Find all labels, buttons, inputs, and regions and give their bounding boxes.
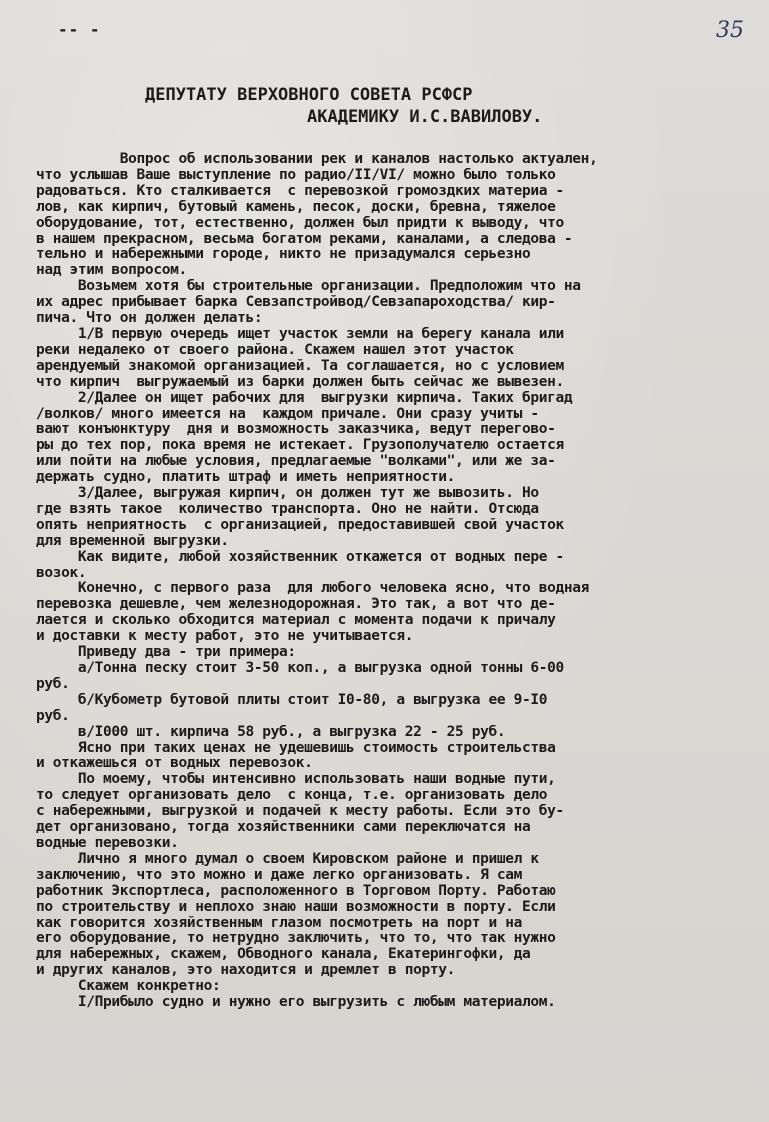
body-line: в/I000 шт. кирпича 58 руб., а выгрузка 22 - 25 руб. xyxy=(36,724,506,740)
body-line: 2/Далее он ищет рабочих для выгрузки кирпича. Таких бригад xyxy=(36,390,573,406)
body-line: ры до тех пор, пока время не истекает. Грузополучателю остается xyxy=(36,438,564,454)
body-line: Скажем конкретно: xyxy=(36,979,221,995)
body-line: Приведу два - три примера: xyxy=(36,645,296,661)
body-line: вают конъюнктуру дня и возможность заказчика, ведут перегово- xyxy=(36,422,556,438)
body-line: пича. Что он должен делать: xyxy=(36,311,263,327)
body-line: и откажешься от водных перевозок. xyxy=(36,756,313,772)
body-line: водные перевозки. xyxy=(36,835,179,851)
body-line: Вопрос об использовании рек и каналов настолько актуален, xyxy=(36,152,598,167)
body-line: руб. xyxy=(36,708,70,724)
body-line: где взять такое количество транспорта. Оно не найти. Отсюда xyxy=(36,501,539,517)
body-line: Конечно, с первого раза для любого человека ясно, что водная xyxy=(36,581,590,597)
body-line: держать судно, платить штраф и иметь неприятности. xyxy=(36,470,455,486)
handwritten-page-number: 35 xyxy=(716,18,744,43)
body-line: руб. xyxy=(36,676,70,692)
body-line: а/Тонна песку стоит 3-50 коп., а выгрузка одной тонны 6-00 xyxy=(36,661,564,676)
body-line: перевозка дешевле, чем железнодорожная. Это так, а вот что де- xyxy=(36,597,556,613)
body-line: б/Кубометр бутовой плиты стоит I0-80, а выгрузка ее 9-I0 xyxy=(36,692,548,708)
body-line: Как видите, любой хозяйственник откажется от водных пере - xyxy=(36,549,564,565)
body-line: с набережными, выгрузкой и подачей к месту работы. Если это бу- xyxy=(36,804,564,820)
body-line: 3/Далее, выгружая кирпич, он должен тут же вывозить. Но xyxy=(36,486,539,502)
body-line: радоваться. Кто сталкивается с перевозкой громоздких материа - xyxy=(36,183,564,199)
body-line: По моему, чтобы интенсивно использовать наши водные пути, xyxy=(36,772,556,788)
body-line: /волков/ много имеется на каждом причале. Они сразу учиты - xyxy=(36,406,539,422)
body-line: как говорится хозяйственным глазом посмотреть на порт и на xyxy=(36,915,523,931)
body-line: что услышав Ваше выступление по радио/II/VI/ можно было только xyxy=(36,167,556,183)
body-line: над этим вопросом. xyxy=(36,263,187,279)
body-line: дет организовано, тогда хозяйственники сами переключатся на xyxy=(36,820,531,836)
dash-mark: -- - xyxy=(58,20,101,39)
body-line: Ясно при таких ценах не удешевишь стоимость строительства xyxy=(36,740,556,756)
body-line: реки недалеко от своего района. Скажем нашел этот участок xyxy=(36,342,514,358)
body-line: и доставки к месту работ, это не учитывается. xyxy=(36,629,414,645)
body-line: I/Прибыло судно и нужно его выгрузить с любым материалом. xyxy=(36,995,556,1011)
body-line: что кирпич выгружаемый из барки должен быть сейчас же вывезен. xyxy=(36,374,564,390)
body-line: или пойти на любые условия, предлагаемые "волками", или же за- xyxy=(36,454,556,470)
body-line: возок. xyxy=(36,565,87,581)
addressee-line-2: АКАДЕМИКУ И.С.ВАВИЛОВУ. xyxy=(307,107,543,127)
body-line: лается и сколько обходится материал с момента подачи к причалу xyxy=(36,613,556,629)
body-line: в нашем прекрасном, весьма богатом реками, каналами, а следова - xyxy=(36,231,573,247)
body-line: оборудование, тот, естественно, должен был придти к выводу, что xyxy=(36,215,564,231)
body-line: заключению, что это можно и даже легко организовать. Я сам xyxy=(36,867,523,883)
body-line: лов, как кирпич, бутовый камень, песок, доски, бревна, тяжелое xyxy=(36,199,556,215)
body-line: их адрес прибывает барка Севзапстройвод/Севзапароходства/ кир- xyxy=(36,295,556,311)
body-line: Возьмем хотя бы строительные организации. Предположим что на xyxy=(36,279,581,295)
body-line: Лично я много думал о своем Кировском районе и пришел к xyxy=(36,851,539,867)
body-line: для временной выгрузки. xyxy=(36,533,229,549)
body-line: тельно и набережными городе, никто не призадумался серьезно xyxy=(36,247,531,263)
body-line: работник Экспортлеса, расположенного в Торговом Порту. Работаю xyxy=(36,883,556,899)
addressee-line-1: ДЕПУТАТУ ВЕРХОВНОГО СОВЕТА РСФСР xyxy=(145,85,473,105)
body-line: 1/В первую очередь ищет участок земли на берегу канала или xyxy=(36,326,564,342)
body-line: для набережных, скажем, Обводного канала, Екатерингофки, да xyxy=(36,947,531,963)
body-line: его оборудование, то нетрудно заключить, что то, что так нужно xyxy=(36,931,556,947)
body-line: то следует организовать дело с конца, т.е. организовать дело xyxy=(36,788,548,804)
body-line: по строительству и неплохо знаю наши возможности в порту. Если xyxy=(36,899,556,915)
addressee-block xyxy=(145,84,705,128)
body-line: арендуемый знакомой организацией. Та соглашается, но с условием xyxy=(36,358,564,374)
letter-body xyxy=(36,152,766,1011)
body-line: и других каналов, это находится и дремлет в порту. xyxy=(36,963,455,979)
body-line: опять неприятность с организацией, предоставившей свой участок xyxy=(36,517,564,533)
